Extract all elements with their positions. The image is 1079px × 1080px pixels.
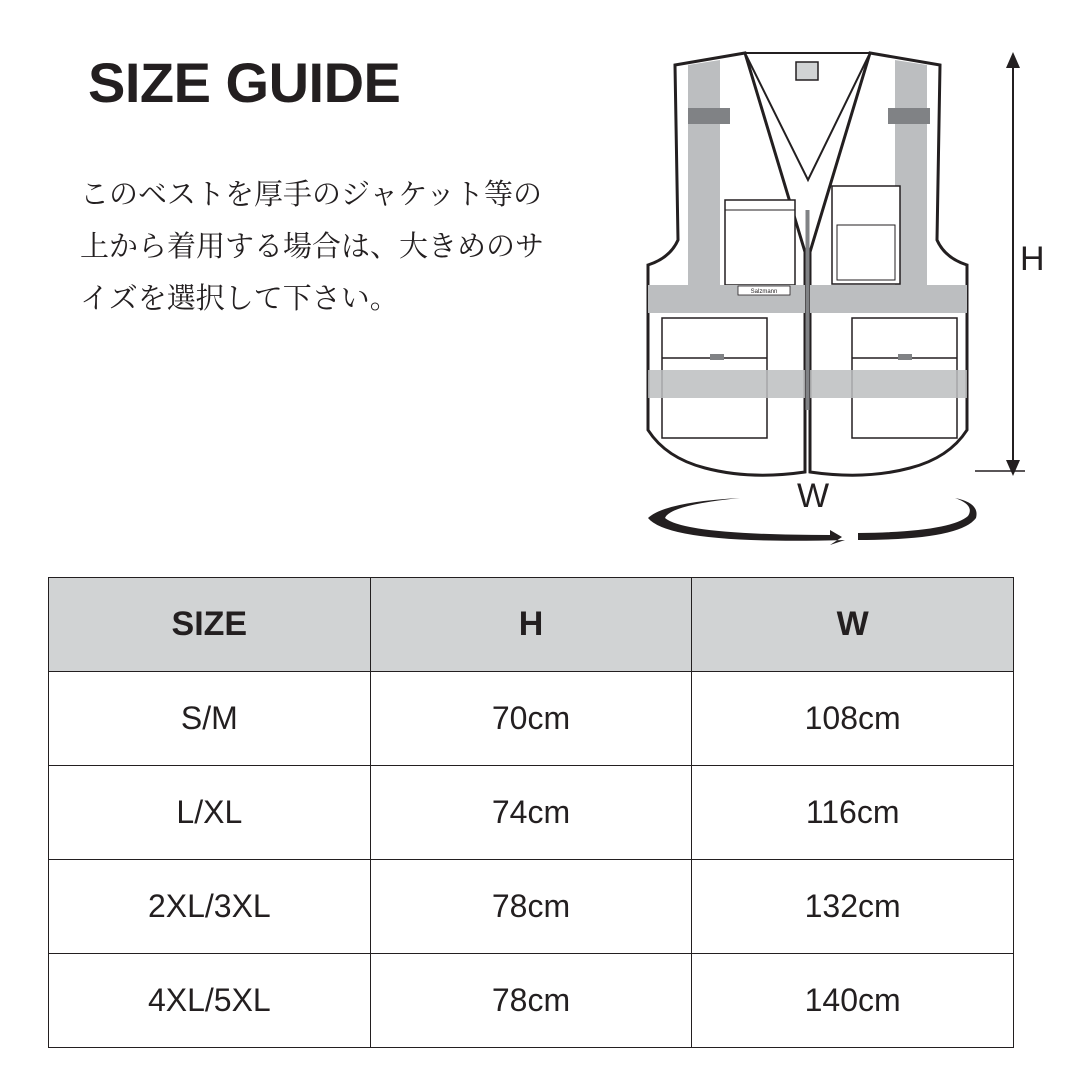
table-row [49,860,1014,954]
height-arrow-top-icon [1006,52,1020,68]
size-advice-line-1: このベストを厚手のジャケット等の [80,177,542,211]
cell-height: 78cm [370,860,692,954]
vest-illustration [630,40,1050,560]
height-label: H [1020,240,1045,278]
header-size: SIZE [49,578,371,672]
cell-height: 74cm [370,766,692,860]
cell-size: 2XL/3XL [49,860,371,954]
page-title: SIZE GUIDE [88,51,401,114]
header-width: W [692,578,1014,672]
width-label: W [797,477,830,515]
collar-label [796,62,818,80]
height-arrow-bottom-icon [1006,460,1020,476]
cell-width: 116cm [692,766,1014,860]
table-row [49,672,1014,766]
cell-size: S/M [49,672,371,766]
size-advice-line-2: 上から着用する場合は、大きめのサ [80,229,545,263]
reflective-band-lower [648,370,805,398]
size-advice-line-3: イズを選択して下さい。 [80,281,399,315]
reflective-band-lower [810,370,967,398]
cell-width: 108cm [692,672,1014,766]
table-row [49,766,1014,860]
cell-height: 70cm [370,672,692,766]
chest-pocket-left [725,200,795,285]
strap-tab-right [888,108,930,124]
strap-tab-left [688,108,730,124]
size-advice-text [80,168,620,324]
cell-width: 140cm [692,954,1014,1048]
width-arrow-tail-icon [858,498,977,540]
cell-size: 4XL/5XL [49,954,371,1048]
cell-height: 78cm [370,954,692,1048]
table-header-row [49,578,1014,672]
cell-width: 132cm [692,860,1014,954]
brand-tag-text: Salzmann [750,289,778,295]
reflective-band-upper [810,285,967,313]
cell-size: L/XL [49,766,371,860]
vest-diagram [630,40,1050,560]
header-height: H [370,578,692,672]
table-row [49,954,1014,1048]
reflective-strap-left [688,60,720,288]
size-table [48,577,1014,1048]
